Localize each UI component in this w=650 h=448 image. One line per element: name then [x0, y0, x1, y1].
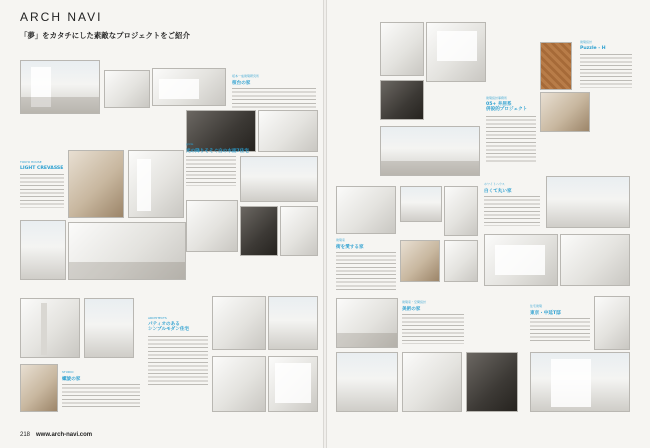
section-label-crevasse: TOKYO HOUSE — [20, 160, 42, 164]
photo-puzzle-1 — [540, 42, 572, 90]
section-title-glide: 光の降りそそぐ白の水面7住宅 — [186, 149, 249, 154]
body-puzzle — [580, 54, 632, 88]
photo-glide-2 — [186, 200, 238, 252]
section-title-stair: 螺旋の家 — [62, 377, 81, 382]
photo-crevasse-1 — [68, 150, 124, 218]
photo-stair-3 — [20, 364, 58, 412]
photo-patio-4 — [268, 356, 318, 412]
section-title-ginza: 05+ 井居系 併設的プロジェクト — [486, 102, 528, 112]
section-title-patio: パティオのある シンプルモダン住宅 — [148, 322, 190, 332]
photo-muse-1 — [336, 298, 398, 348]
photo-interior-1 — [20, 60, 100, 114]
section-title-puzzle: Puzzle - H — [580, 46, 606, 51]
photo-nakame-2 — [530, 352, 630, 412]
photo-glide-3 — [240, 206, 278, 256]
photo-glide-4 — [280, 206, 318, 256]
photo-nakame-1 — [594, 296, 630, 350]
section-label-home: 建築家 — [336, 238, 346, 242]
photo-stair-1 — [20, 298, 80, 358]
photo-home-1 — [336, 186, 396, 234]
photo-patio-3 — [212, 356, 266, 412]
photo-hanare-1 — [152, 68, 226, 106]
body-hanare — [232, 88, 316, 108]
photo-crevasse-4 — [68, 222, 186, 280]
masthead: ARCH NAVI — [20, 10, 103, 24]
body-patio — [148, 336, 208, 386]
photo-muse-4 — [466, 352, 518, 412]
section-label-nakame: 住宅建築 — [530, 304, 543, 308]
section-title-nakame: 東京・中延T邸 — [530, 311, 561, 316]
photo-hanare-2 — [186, 110, 256, 152]
photo-white-3 — [560, 234, 630, 286]
page-url: www.arch-navi.com — [36, 432, 93, 438]
section-label-puzzle: 建築設計 — [580, 40, 593, 44]
body-ginza — [486, 116, 536, 162]
photo-home-5 — [444, 240, 478, 282]
photo-crevasse-3 — [20, 220, 66, 280]
photo-ginza-1 — [380, 22, 424, 76]
section-label-stair: STUDIO — [62, 370, 74, 374]
page-spine — [323, 0, 327, 448]
section-label-patio: ARCHITECTS — [148, 316, 167, 320]
section-title-muse: 美術の家 — [402, 307, 421, 312]
body-home — [336, 252, 396, 292]
body-white — [484, 196, 540, 226]
photo-patio-2 — [268, 296, 318, 350]
photo-facade-1 — [104, 70, 150, 108]
section-label-hanare: 坂本一成建築研究所 — [232, 74, 260, 78]
photo-white-2 — [484, 234, 558, 286]
photo-patio-1 — [212, 296, 266, 350]
photo-hanare-3 — [258, 110, 318, 152]
headline: 「夢」をカタチにした素敵なプロジェクトをご紹介 — [20, 31, 190, 40]
photo-home-4 — [400, 240, 440, 282]
photo-glide-1 — [240, 156, 318, 202]
section-title-crevasse: LIGHT CREVASSE — [20, 166, 64, 171]
photo-muse-3 — [402, 352, 462, 412]
body-glide — [186, 156, 236, 186]
section-label-ginza: 建築設計事務所 — [486, 96, 508, 100]
photo-crevasse-2 — [128, 150, 184, 218]
photo-home-3 — [444, 186, 478, 236]
section-title-hanare: 桜台の家 — [232, 81, 251, 86]
body-stair — [62, 384, 140, 410]
photo-ginza-2 — [426, 22, 486, 82]
photo-white-1 — [546, 176, 630, 228]
section-label-white: ホワイトハウス — [484, 182, 505, 186]
photo-muse-2 — [336, 352, 398, 412]
page-number: 218 — [20, 432, 31, 438]
section-label-muse: 建築家・空間設計 — [402, 300, 427, 304]
photo-ginza-3 — [380, 80, 424, 120]
section-title-white: 白くて丸い家 — [484, 189, 512, 194]
body-crevasse — [20, 174, 64, 208]
section-title-home: 街を愛する家 — [336, 245, 364, 250]
section-label-glide: glide — [186, 142, 194, 146]
photo-stair-2 — [84, 298, 134, 358]
body-muse — [402, 314, 464, 344]
photo-ginza-4 — [380, 126, 480, 176]
photo-home-2 — [400, 186, 442, 222]
photo-puzzle-2 — [540, 92, 590, 132]
body-nakame — [530, 318, 590, 344]
